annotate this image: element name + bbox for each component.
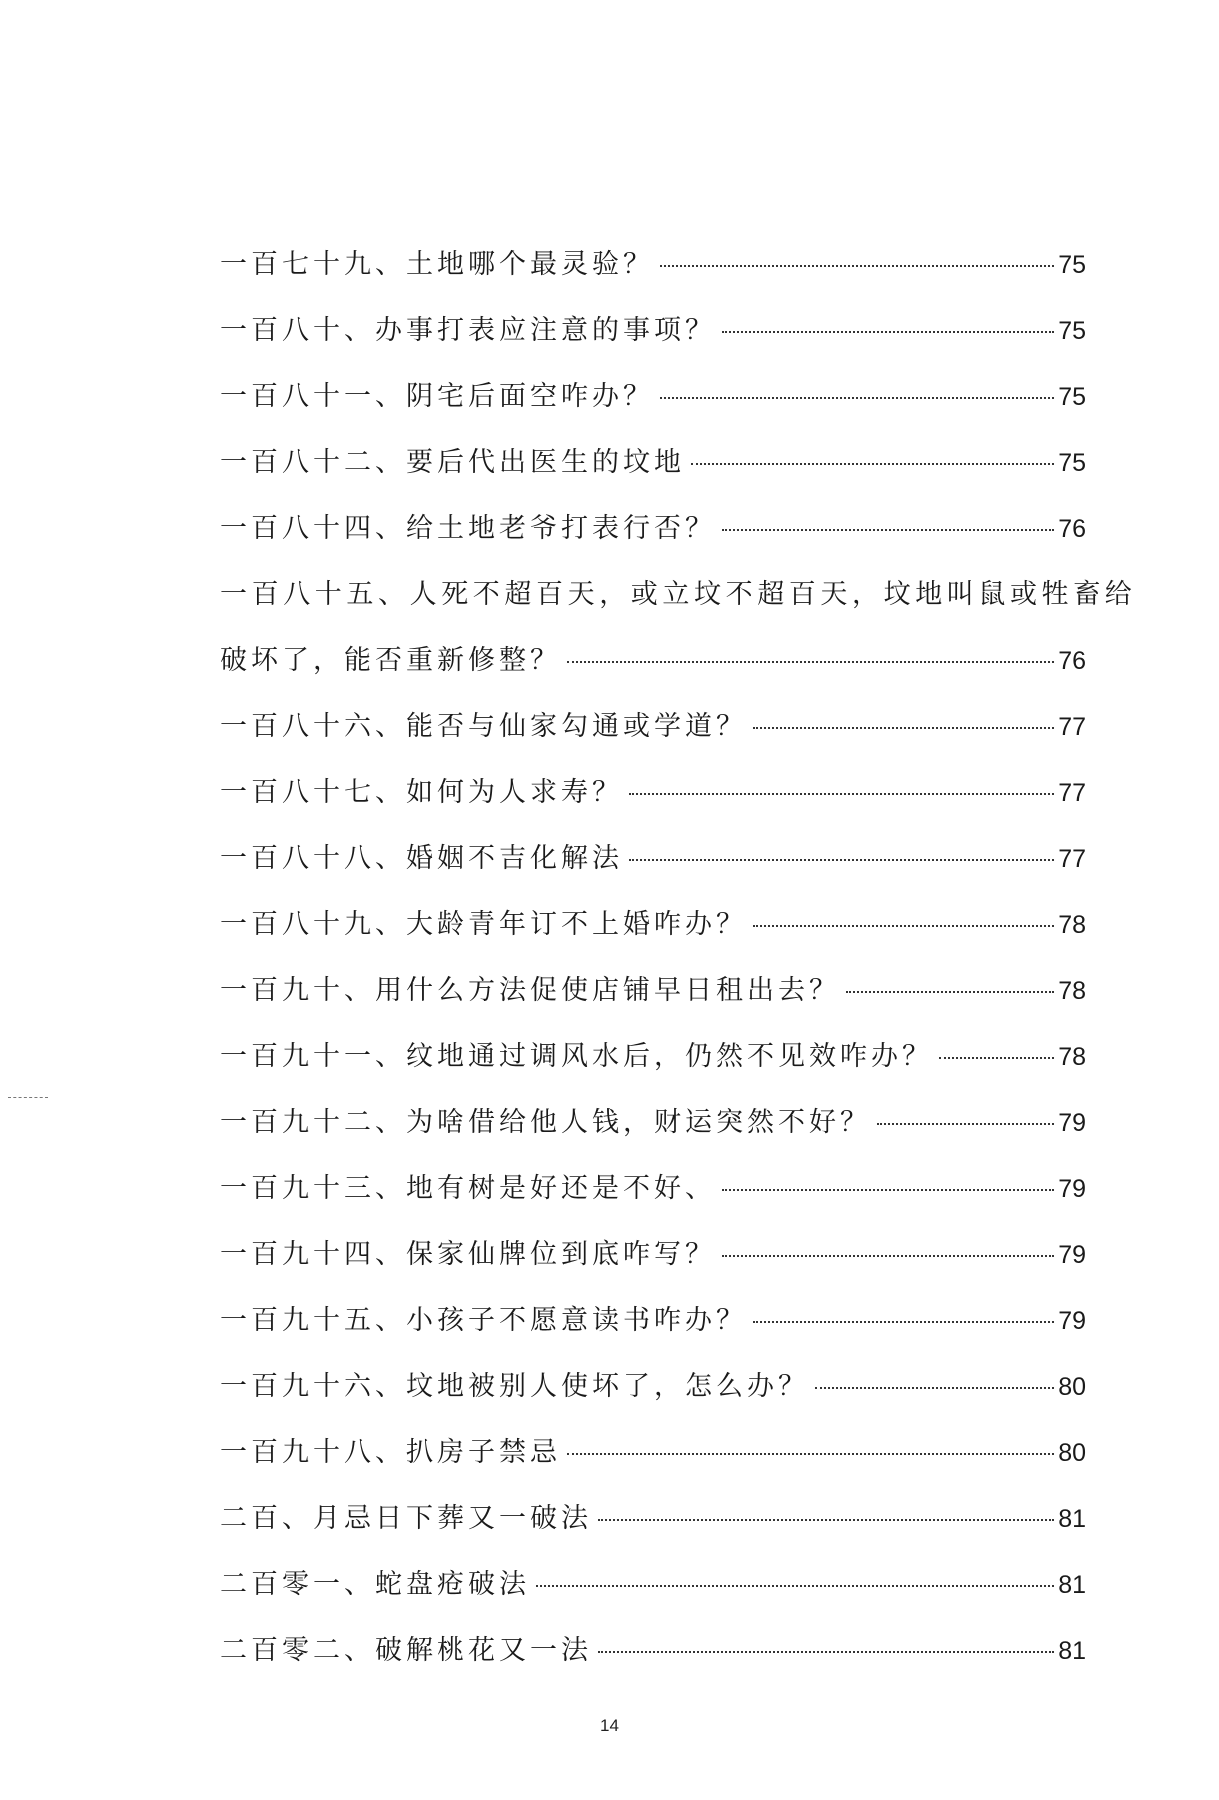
toc-leader-dots (598, 1519, 1054, 1521)
toc-entry (220, 770, 1086, 836)
toc-entry-page: 78 (1058, 911, 1086, 939)
toc-leader-dots (753, 925, 1054, 927)
toc-entry-title: 一百八十八、婚姻不吉化解法 (220, 843, 623, 874)
toc-entry-page: 78 (1058, 977, 1086, 1005)
toc-leader-dots (753, 1321, 1054, 1323)
toc-entry-title: 一百八十二、要后代出医生的坟地 (220, 447, 685, 478)
toc-entry (220, 836, 1086, 902)
toc-leader-dots (660, 265, 1054, 267)
toc-leader-dots (691, 463, 1054, 465)
toc-leader-dots (567, 661, 1054, 663)
toc-entry (220, 1298, 1086, 1364)
toc-entry (220, 902, 1086, 968)
toc-entry (220, 242, 1086, 308)
toc-leader-dots (536, 1585, 1054, 1587)
toc-entry (220, 704, 1086, 770)
toc-leader-dots (722, 331, 1054, 333)
toc-entry-page: 75 (1058, 449, 1086, 477)
toc-entry-title: 一百八十七、如何为人求寿？ (220, 777, 623, 808)
toc-entry-page: 77 (1058, 779, 1086, 807)
toc-entry-page: 77 (1058, 713, 1086, 741)
toc-leader-dots (629, 793, 1054, 795)
toc-entry-title: 一百九十三、地有树是好还是不好、 (220, 1173, 716, 1204)
toc-entry (220, 1232, 1086, 1298)
toc-entry-page: 79 (1058, 1241, 1086, 1269)
toc-entry-page: 75 (1058, 251, 1086, 279)
toc-entry (220, 374, 1086, 440)
toc-entry-title: 一百八十九、大龄青年订不上婚咋办？ (220, 909, 747, 940)
toc-entry (220, 1430, 1086, 1496)
toc-leader-dots (629, 859, 1054, 861)
toc-entry (220, 308, 1086, 374)
toc-entry (220, 506, 1086, 572)
toc-entry-page: 75 (1058, 383, 1086, 411)
toc-entry-title: 一百八十五、人死不超百天，或立坟不超百天，坟地叫鼠或牲畜给 (220, 579, 1137, 610)
toc-leader-dots (598, 1651, 1054, 1653)
toc-entry-title: 一百九十、用什么方法促使店铺早日租出去？ (220, 975, 840, 1006)
toc-entry-page: 76 (1058, 515, 1086, 543)
toc-entry-title: 一百八十、办事打表应注意的事项？ (220, 315, 716, 346)
toc-entry-page: 79 (1058, 1307, 1086, 1335)
toc-entry (220, 1628, 1086, 1694)
toc-entry-page: 78 (1058, 1043, 1086, 1071)
toc-leader-dots (722, 529, 1054, 531)
toc-entry (220, 968, 1086, 1034)
toc-entry-page: 81 (1058, 1571, 1086, 1599)
toc-entry-title: 一百九十六、坟地被别人使坏了，怎么办？ (220, 1371, 809, 1402)
toc-entry-title: 一百八十六、能否与仙家勾通或学道？ (220, 711, 747, 742)
toc-entry-title: 一百八十一、阴宅后面空咋办？ (220, 381, 654, 412)
toc-entry (220, 1562, 1086, 1628)
toc-entry-first-line (220, 572, 1137, 638)
toc-entry-title: 一百九十一、纹地通过调风水后，仍然不见效咋办？ (220, 1041, 933, 1072)
toc-entry-page: 79 (1058, 1109, 1086, 1137)
toc-entry-title: 一百七十九、土地哪个最灵验？ (220, 249, 654, 280)
toc-entry-page: 75 (1058, 317, 1086, 345)
toc-entry-page: 77 (1058, 845, 1086, 873)
scan-mark (8, 1097, 48, 1098)
toc-entry-page: 81 (1058, 1505, 1086, 1533)
toc-entry-page: 80 (1058, 1439, 1086, 1467)
toc-leader-dots (939, 1057, 1054, 1059)
toc-entry (220, 1364, 1086, 1430)
toc-entry-continuation (220, 638, 1086, 704)
toc-leader-dots (722, 1255, 1054, 1257)
toc-entry (220, 1100, 1086, 1166)
toc-entry-page: 80 (1058, 1373, 1086, 1401)
toc-leader-dots (567, 1453, 1054, 1455)
toc-entry (220, 440, 1086, 506)
toc-entry-title: 一百九十二、为啥借给他人钱，财运突然不好？ (220, 1107, 871, 1138)
toc-leader-dots (846, 991, 1054, 993)
toc-leader-dots (753, 727, 1054, 729)
toc-leader-dots (660, 397, 1054, 399)
toc-entry-page: 81 (1058, 1637, 1086, 1665)
toc-entry-title: 一百九十八、扒房子禁忌 (220, 1437, 561, 1468)
toc-entry-page: 79 (1058, 1175, 1086, 1203)
toc-entry-title: 二百、月忌日下葬又一破法 (220, 1503, 592, 1534)
toc-entry-title: 一百九十五、小孩子不愿意读书咋办？ (220, 1305, 747, 1336)
toc-entry (220, 1166, 1086, 1232)
toc-entry-title: 二百零二、破解桃花又一法 (220, 1635, 592, 1666)
toc-leader-dots (722, 1189, 1054, 1191)
toc-leader-dots (877, 1123, 1054, 1125)
toc-entry-title: 一百八十四、给土地老爷打表行否？ (220, 513, 716, 544)
toc-entry-title: 一百九十四、保家仙牌位到底咋写？ (220, 1239, 716, 1270)
toc-entry (220, 1496, 1086, 1562)
toc-leader-dots (815, 1387, 1054, 1389)
toc-entry-title: 二百零一、蛇盘疮破法 (220, 1569, 530, 1600)
page-number: 14 (600, 1716, 619, 1735)
toc-entry (220, 1034, 1086, 1100)
table-of-contents (220, 242, 1137, 1694)
toc-entry-page: 76 (1058, 647, 1086, 675)
toc-entry-title: 破坏了，能否重新修整？ (220, 645, 561, 676)
